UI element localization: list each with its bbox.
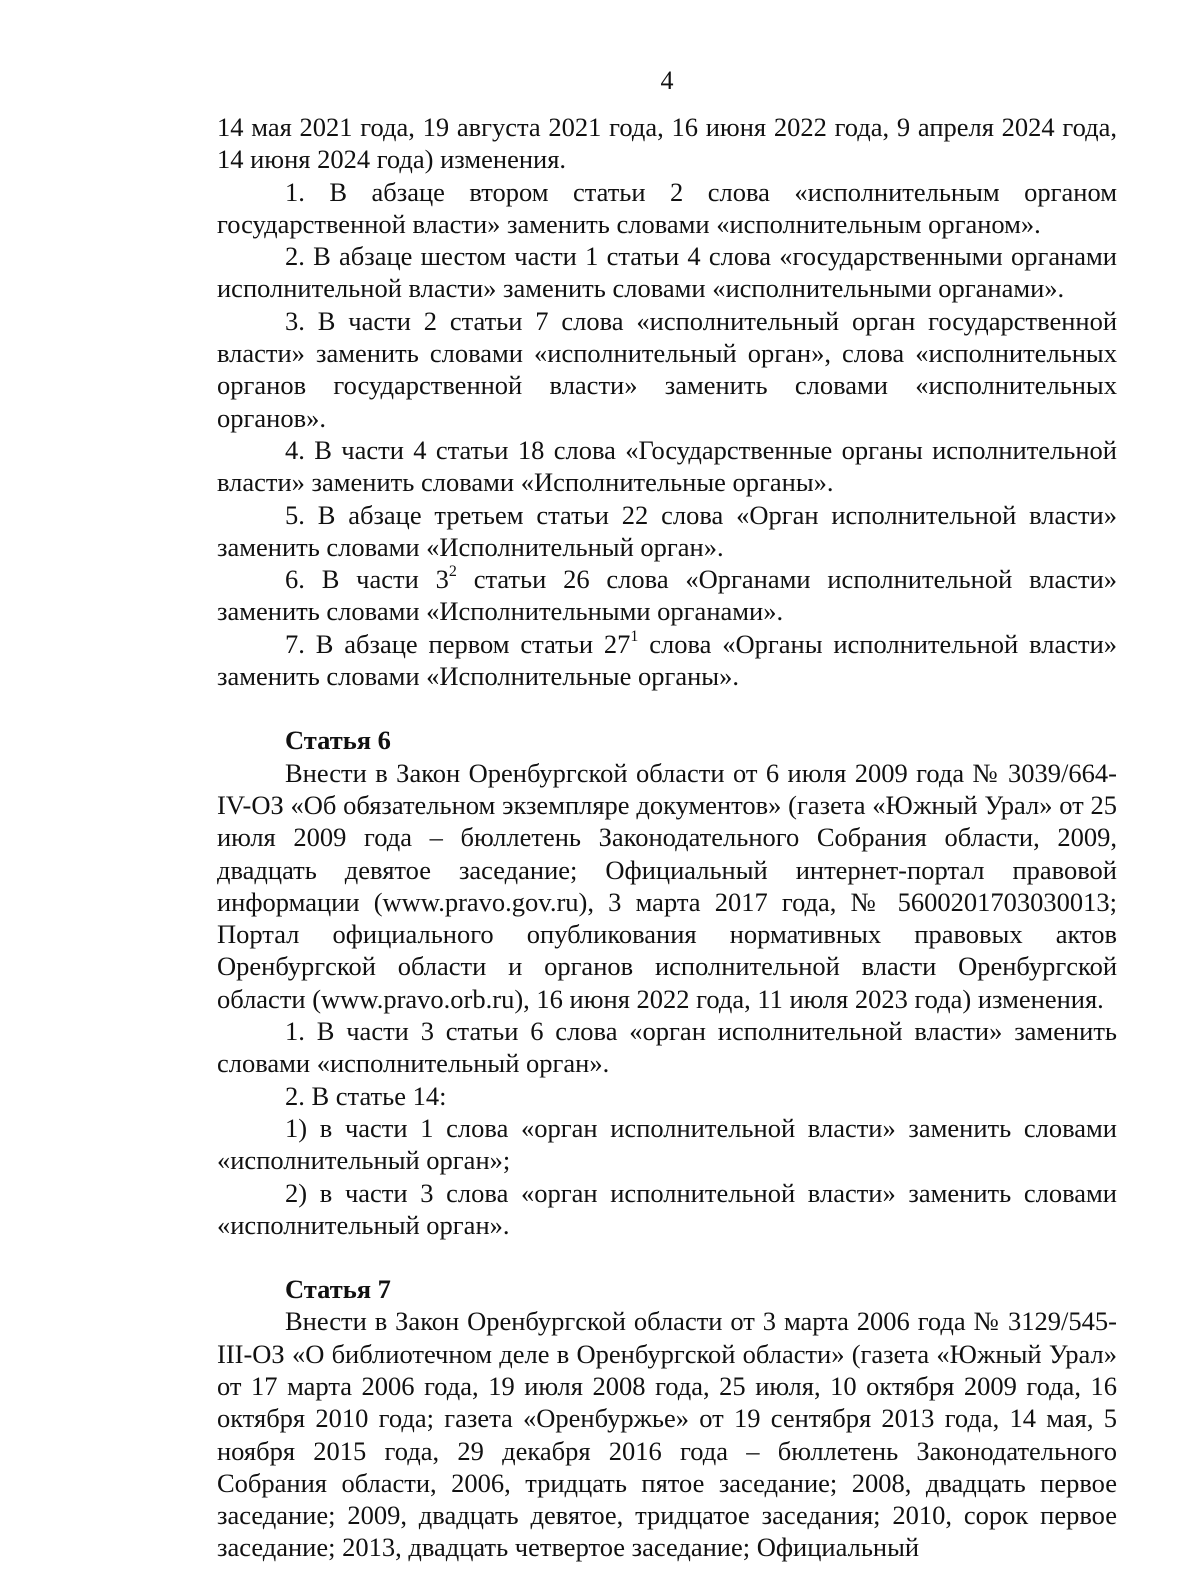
- list-item: 2. В статье 14:: [285, 1080, 447, 1111]
- list-item: [217, 563, 1117, 628]
- article-6-body: Внести в Закон Оренбургской области от 6 июля 2009 года № 3039/664-IV-ОЗ «Об обязательном экземпляре документов» (газета «Южный Урал» от 25 июля 2009 года – бюллетень Законодательного Собрания области, 2009, двадцать девятое заседание; Официальный интернет-портал правовой информации (www.pravo.gov.ru), 3 марта 2017 года, № 5600201703030013; Портал официального опубликования нормативных правовых актов Оренбургской области и органов исполнительной власти Оренбургской области (www.pravo.orb.ru), 16 июня 2022 года, 11 июля 2023 года) изменения.: [217, 757, 1117, 1014]
- document-body: [217, 111, 1117, 1564]
- list-item: 1. В абзаце втором статьи 2 слова «исполнительным органом государственной власти» заменить словами «исполнительным органом».: [217, 176, 1117, 239]
- paragraph-continuation: 14 мая 2021 года, 19 августа 2021 года, 16 июня 2022 года, 9 апреля 2024 года, 14 июня 2024 года) изменения.: [217, 112, 1117, 175]
- list-item-text: 7. В абзаце первом статьи 27: [285, 628, 631, 659]
- list-item: 1) в части 1 слова «орган исполнительной власти» заменить словами «исполнительный орган»;: [217, 1112, 1117, 1176]
- list-item: 4. В части 4 статьи 18 слова «Государственные органы исполнительной власти» заменить словами «Исполнительные органы».: [217, 434, 1117, 498]
- list-item: 2. В абзаце шестом части 1 статьи 4 слова «государственными органами исполнительной власти» заменить словами «исполнительными органами».: [217, 241, 1117, 304]
- article-6-title: Статья 6: [285, 725, 391, 756]
- list-item-text: 6. В части 3: [285, 564, 449, 595]
- list-item: [217, 628, 1117, 693]
- superscript: 1: [630, 627, 639, 645]
- section-spacer: [217, 692, 1117, 724]
- list-item: 2) в части 3 слова «орган исполнительной власти» заменить словами «исполнительный орган».: [217, 1177, 1117, 1240]
- list-item-text: статьи 26 слова «Органами исполнительной власти» заменить словами «Исполнительными органами».: [217, 564, 1117, 627]
- article-7-body: Внести в Закон Оренбургской области от 3 марта 2006 года № 3129/545-III-ОЗ «О библиотечном деле в Оренбургской области» (газета «Южный Урал» от 17 марта 2006 года, 19 июля 2008 года, 25 июля, 10 октября 2009 года, 16 октября 2010 года; газета «Оренбуржье» от 19 сентября 2013 года, 14 мая, 5 ноября 2015 года, 29 декабря 2016 года – бюллетень Законодательного Собрания области, 2006, тридцать пятое заседание; 2008, двадцать первое заседание; 2009, двадцать девятое, тридцатое заседания; 2010, сорок первое заседание; 2013, двадцать четвертое заседание; Официальный: [217, 1306, 1117, 1563]
- list-item: 1. В части 3 статьи 6 слова «орган исполнительной власти» заменить словами «исполнительный орган».: [217, 1016, 1117, 1079]
- section-spacer: [217, 1241, 1117, 1273]
- list-item-text: слова «Органы исполнительной власти» заменить словами «Исполнительные органы».: [217, 628, 1118, 692]
- superscript: 2: [448, 563, 457, 581]
- list-item: 3. В части 2 статьи 7 слова «исполнительный орган государственной власти» заменить словами «исполнительный орган», слова «исполнительных органов государственной власти» заменить словами «исполнительных органов».: [217, 305, 1117, 433]
- list-item: 5. В абзаце третьем статьи 22 слова «Орган исполнительной власти» заменить словами «Исполнительный орган».: [217, 499, 1117, 562]
- article-7-title: Статья 7: [285, 1274, 391, 1305]
- page-number: 4: [660, 66, 674, 95]
